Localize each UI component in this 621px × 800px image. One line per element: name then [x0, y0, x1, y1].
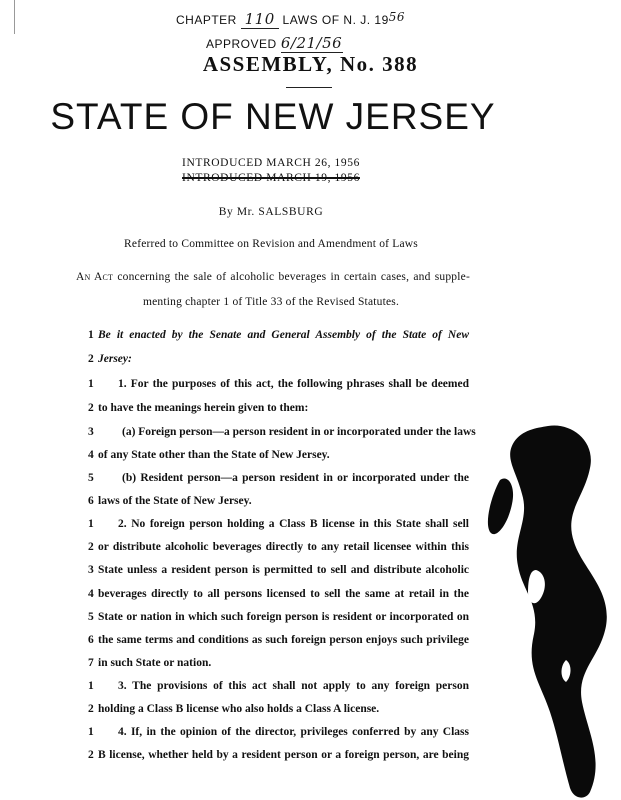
committee-referral: Referred to Committee on Revision and Amendment of Laws [124, 238, 418, 250]
line-text: 2. No foreign person holding a Class B license in this State shall sell [118, 518, 469, 530]
act-title-text-1: concerning the sale of alcoholic beverages in certain cases, and supple- [117, 271, 470, 283]
approved-date: 6/21/56 [280, 34, 343, 52]
divider [286, 87, 332, 88]
line-text: of any State other than the State of New Jersey. [98, 449, 330, 461]
line-number: 7 [88, 657, 94, 669]
ink-smudge [478, 420, 618, 800]
line-number: 2 [88, 402, 94, 414]
line-number: 6 [88, 495, 94, 507]
line-text: the same terms and conditions as such foreign person enjoys such privilege [98, 634, 469, 646]
line-number: 2 [88, 703, 94, 715]
line-text: or distribute alcoholic beverages directly to any retail licensee within this [98, 541, 469, 553]
chapter-label: CHAPTER [176, 13, 237, 27]
introduced-date-struck: INTRODUCED MARCH 19, 1956 [182, 172, 360, 184]
line-number: 2 [88, 353, 94, 365]
laws-year: 56 [388, 10, 406, 24]
act-title-line-1 [76, 271, 470, 283]
line-text: Jersey: [98, 353, 132, 365]
line-text: (b) Resident person—a person resident in or incorporated under the [122, 472, 469, 484]
chapter-number: 110 [241, 10, 279, 29]
line-number: 1 [88, 329, 94, 341]
line-number: 4 [88, 588, 94, 600]
line-text: 4. If, in the opinion of the director, privileges conferred by any Class [118, 726, 469, 738]
line-text: laws of the State of New Jersey. [98, 495, 252, 507]
line-text: (a) Foreign person—a person resident in or incorporated under the laws [122, 426, 476, 438]
line-number: 5 [88, 472, 94, 484]
bill-number: ASSEMBLY, No. 388 [202, 52, 419, 76]
line-number: 6 [88, 634, 94, 646]
line-text: B license, whether held by a resident person or a foreign person, are being [98, 749, 469, 761]
act-title-line-2: menting chapter 1 of Title 33 of the Revised Statutes. [142, 296, 400, 308]
line-text: Be it enacted by the Senate and General Assembly of the State of New [98, 329, 469, 341]
line-text: State unless a resident person is permitted to sell and distribute alcoholic [98, 564, 469, 576]
line-number: 1 [88, 518, 94, 530]
line-text: 3. The provisions of this act shall not apply to any foreign person [118, 680, 469, 692]
act-title-prefix: An Act [76, 271, 114, 283]
introduced-date: INTRODUCED MARCH 26, 1956 [182, 157, 360, 169]
line-number: 1 [88, 378, 94, 390]
line-number: 1 [88, 726, 94, 738]
line-number: 5 [88, 611, 94, 623]
line-text: beverages directly to all persons licensed to sell the same at retail in the [98, 588, 469, 600]
state-title: STATE OF NEW JERSEY [50, 96, 496, 137]
line-text: to have the meanings herein given to them: [98, 402, 309, 414]
line-number: 2 [88, 541, 94, 553]
chapter-stamp [176, 10, 405, 29]
scan-edge-line [14, 0, 15, 34]
sponsor: By Mr. SALSBURG [218, 206, 324, 218]
line-text: holding a Class B license who also holds a Class A license. [98, 703, 380, 715]
line-number: 1 [88, 680, 94, 692]
line-text: State or nation in which such foreign person is resident or incorporated on [98, 611, 469, 623]
line-text: 1. For the purposes of this act, the following phrases shall be deemed [118, 378, 469, 390]
line-number: 4 [88, 449, 94, 461]
line-number: 2 [88, 749, 94, 761]
line-text: in such State or nation. [98, 657, 212, 669]
approved-label: APPROVED [206, 37, 277, 51]
line-number: 3 [88, 564, 94, 576]
line-number: 3 [88, 426, 94, 438]
laws-label: LAWS OF N. J. 19 [282, 13, 389, 27]
approved-stamp [206, 34, 343, 53]
